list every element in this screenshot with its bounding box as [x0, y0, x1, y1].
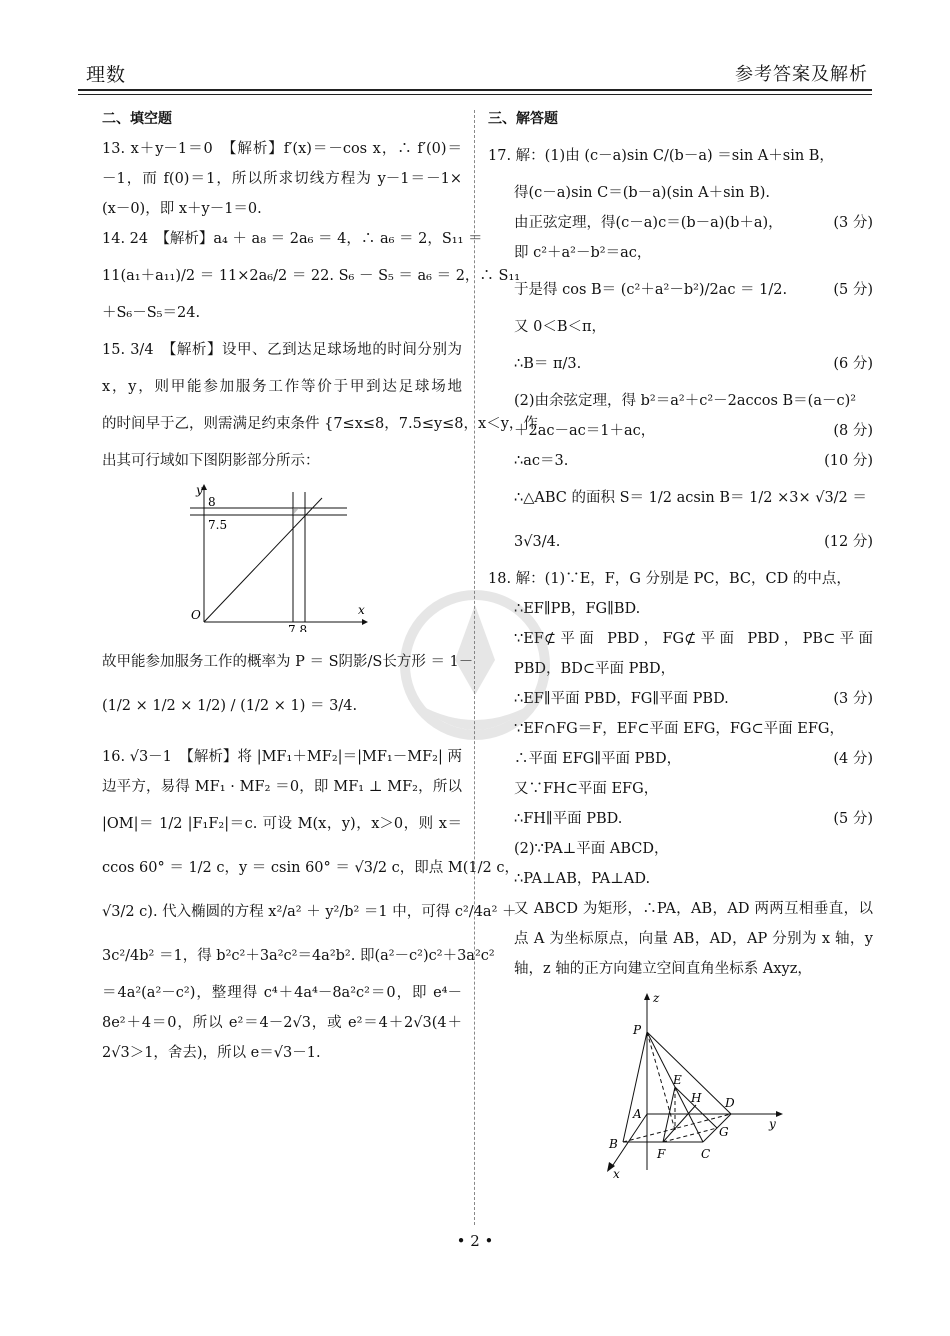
q16-line-9: 2√3＞1，舍去)，所以 e＝√3－1.: [102, 1045, 321, 1061]
q18-line-10: (2)∵PA⊥平面 ABCD，: [514, 841, 669, 857]
q17-line-9-text: ＋2ac－ac＝1＋ac，: [514, 423, 656, 439]
q15-after-line-2: (1/2 × 1/2 × 1/2) / (1/2 × 1) ＝ 3/4.: [102, 698, 358, 714]
fig-label-y: y: [769, 1117, 776, 1131]
q14-line-3: ＋S₆－S₅＝24.: [102, 305, 201, 321]
q17-line-12: [488, 520, 873, 564]
q17-score-5: (5 分): [833, 282, 873, 298]
q17-line-7: [488, 342, 873, 386]
q13-line-1: 13. x＋y－1＝0 【解析】f′(x)＝－cos x，∴ f′(0)＝: [102, 141, 462, 157]
question-13: [102, 134, 462, 224]
page-number: • 2 •: [456, 1232, 494, 1250]
q17-line-2: 得(c－a)sin C＝(b－a)(sin A＋sin B).: [514, 185, 771, 201]
fig-label-H: H: [691, 1091, 702, 1105]
feasible-region-graph: [182, 482, 372, 632]
q18-line-2: ∴EF∥PB，FG∥BD.: [514, 601, 641, 617]
q13-line-3: (x－0)，即 x＋y－1＝0.: [102, 201, 262, 217]
graph-tick-7-5: 7.5: [208, 518, 228, 532]
question-14: [102, 224, 521, 328]
fig-label-B: B: [609, 1137, 618, 1151]
q18-line-11: ∴PA⊥AB，PA⊥AD.: [514, 871, 651, 887]
fig-label-F: F: [657, 1147, 666, 1161]
fig-label-P: P: [633, 1023, 642, 1037]
q18-line-12: 又 ABCD 为矩形，∴PA，AB，AD 两两互相垂直，以: [514, 901, 873, 917]
q15-line-3: 的时间早于乙，则需满足约束条件 {7≤x≤8，7.5≤y≤8，x＜y，作: [102, 416, 538, 432]
q14-line-2: 11(a₁＋a₁₁)/2 ＝ 11×2a₆/2 ＝ 22. S₆ － S₅ ＝ a₆ ＝ 2，∴ S₁₁: [102, 268, 521, 284]
fig-label-C: C: [701, 1147, 711, 1161]
q17-line-11: ∴△ABC 的面积 S＝ 1/2 acsin B＝ 1/2 ×3× √3/2 ＝: [514, 490, 867, 506]
q17-score-10: (10 分): [824, 453, 873, 469]
fig-label-z: z: [653, 991, 660, 1005]
q18-line-6: ∵EF∩FG＝F，EF⊂平面 EFG，FG⊂平面 EFG，: [514, 721, 844, 737]
graph-x-label: x: [358, 603, 365, 617]
q15-line-4: 出其可行域如下图阴影部分所示：: [102, 453, 320, 469]
fig-label-x: x: [613, 1167, 620, 1180]
q17-line-5: [488, 268, 873, 312]
question-17: [488, 134, 873, 564]
q18-line-3: ∵EF⊄平面 PBD，FG⊄平面 PBD，PB⊂平面: [514, 631, 873, 647]
q17-line-3: [488, 208, 873, 238]
q15-after-line-1: 故甲能参加服务工作的概率为 P ＝ S阴影/S长方形 ＝ 1－: [102, 654, 474, 670]
q17-score-6: (6 分): [833, 356, 873, 372]
q15-line-1: 15. 3/4 【解析】设甲、乙到达足球场地的时间分别为: [102, 342, 462, 358]
q15-line-2: x，y，则甲能参加服务工作等价于甲到达足球场地: [102, 379, 462, 395]
q18-score-4: (4 分): [833, 751, 873, 767]
graph-origin-label: O: [191, 608, 201, 622]
fig-label-D: D: [725, 1096, 735, 1110]
q18-line-9: [488, 804, 873, 834]
q17-line-8: (2)由余弦定理，得 b²＝a²＋c²－2accos B＝(a－c)²: [514, 393, 857, 409]
q18-score-5: (5 分): [833, 811, 873, 827]
q18-line-5-text: ∴EF∥平面 PBD，FG∥平面 PBD.: [514, 691, 729, 707]
header-title: 参考答案及解析: [735, 64, 868, 85]
q17-score-3: (3 分): [833, 215, 873, 231]
q18-line-14: 轴，z 轴的正方向建立空间直角坐标系 Axyz，: [514, 961, 812, 977]
q18-line-9-text: ∴FH∥平面 PBD.: [514, 811, 623, 827]
watermark-logo: [400, 585, 550, 765]
q18-line-8: 又∵FH⊂平面 EFG，: [514, 781, 659, 797]
q13-line-2: －1，而 f(0)＝1，所以所求切线方程为 y－1＝－1×: [102, 171, 462, 187]
q17-line-1: 17. 解：(1)由 (c－a)sin C/(b－a) ＝sin A＋sin B，: [488, 148, 834, 164]
question-16: [102, 742, 519, 1068]
q17-line-6: 又 0＜B＜π，: [514, 319, 607, 335]
q16-line-3: |OM|＝ 1/2 |F₁F₂|＝c. 可设 M(x，y)，x＞0，则 x＝: [102, 816, 462, 832]
q16-line-6: 3c²/4b² ＝1，得 b²c²＋3a²c²＝4a²b². 即(a²－c²)c²＋3a²c²: [102, 948, 495, 964]
section-heading-solutions: 三、解答题: [488, 111, 558, 127]
q17-score-12: (12 分): [824, 534, 873, 550]
q17-line-10: [488, 446, 873, 476]
q18-line-4: PBD，BD⊂平面 PBD，: [514, 661, 676, 677]
q17-line-3-text: 由正弦定理，得(c－a)c＝(b－a)(b＋a)，: [514, 215, 783, 231]
fig-label-A: A: [633, 1107, 642, 1121]
fig-label-E: E: [673, 1073, 682, 1087]
q18-line-7-text: ∴平面 EFG∥平面 PBD，: [514, 751, 682, 767]
q17-line-9: [488, 416, 873, 446]
q17-line-5-text: 于是得 cos B＝ (c²＋a²－b²)/2ac ＝ 1/2.: [514, 282, 788, 298]
fig-label-G: G: [719, 1125, 729, 1139]
q18-line-13: 点 A 为坐标原点，向量 AB，AD，AP 分别为 x 轴，y: [514, 931, 873, 947]
graph-tick-8: 8: [208, 495, 216, 509]
header-rule-thick: [78, 89, 872, 91]
header-rule-thin: [78, 94, 872, 95]
q17-line-12-text: 3√3/4.: [514, 534, 561, 550]
graph-tick-7-8: 7 8: [288, 623, 308, 632]
q17-line-4: 即 c²＋a²－b²＝ac，: [514, 245, 652, 261]
graph-y-label: y: [196, 483, 203, 497]
q17-line-7-text: ∴B＝ π/3.: [514, 356, 582, 372]
q18-score-3: (3 分): [833, 691, 873, 707]
q17-line-10-text: ∴ac＝3.: [514, 453, 569, 469]
q14-line-1: 14. 24 【解析】a₄ ＋ a₈ ＝ 2a₆ ＝ 4，∴ a₆ ＝ 2，S₁₁ ＝: [102, 231, 483, 247]
header-subject: 理数: [86, 64, 127, 86]
q17-score-8: (8 分): [833, 423, 873, 439]
q16-line-7: ＝4a²(a²－c²)，整理得 c⁴＋4a⁴－8a²c²＝0，即 e⁴－: [102, 985, 462, 1001]
pyramid-coordinate-figure: [593, 990, 793, 1180]
q16-line-8: 8e²＋4＝0，所以 e²＝4－2√3，或 e²＝4＋2√3(4＋: [102, 1015, 462, 1031]
q18-line-1: 18. 解：(1)∵E，F，G 分别是 PC，BC，CD 的中点，: [488, 571, 851, 587]
q16-line-5: √3/2 c). 代入椭圆的方程 x²/a² ＋ y²/b² ＝1 中，可得 c²/4a² ＋: [102, 904, 517, 920]
q16-line-1: 16. √3－1 【解析】将 |MF₁＋MF₂|＝|MF₁－MF₂| 两: [102, 749, 462, 765]
q16-line-2: 边平方，易得 MF₁ · MF₂ ＝0，即 MF₁ ⊥ MF₂，所以: [102, 779, 462, 795]
section-heading-fill-blank: 二、填空题: [102, 111, 172, 127]
q16-line-4: ccos 60° ＝ 1/2 c，y ＝ csin 60° ＝ √3/2 c，即点 M(1/2 c，: [102, 860, 519, 876]
